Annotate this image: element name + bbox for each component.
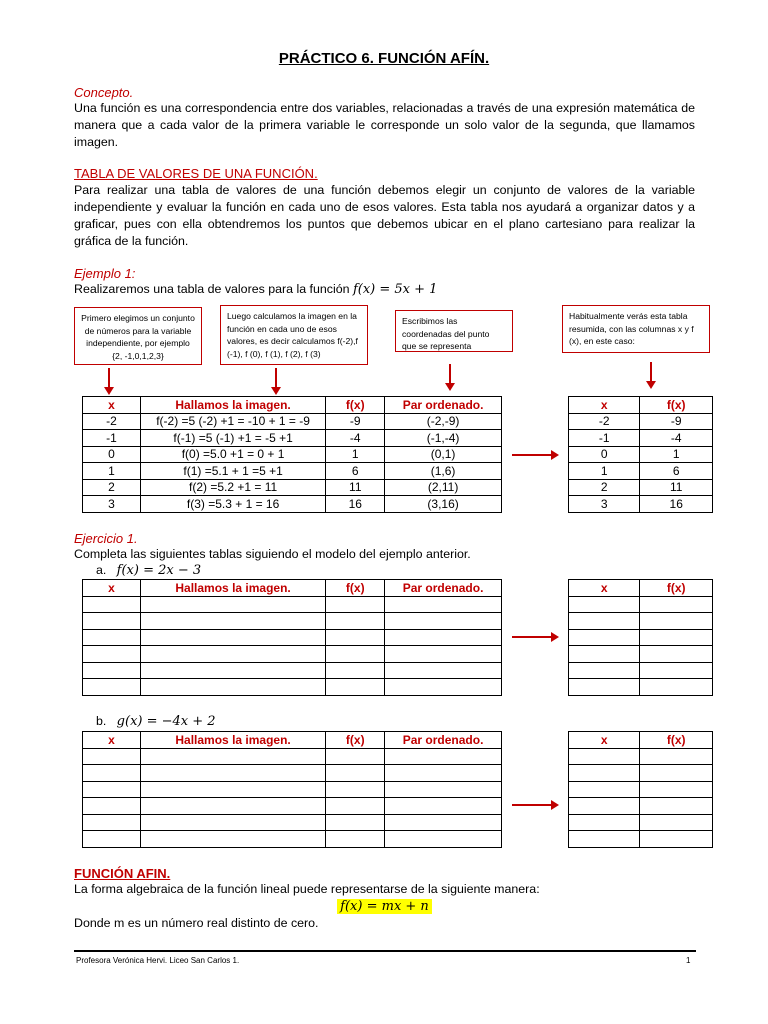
concepto-text: Una función es una correspondencia entre dos variables, relacionadas a través de una expresión matemática de manera que a cada valor de la primera variable le corresponde un solo valor de la segunda, que llamamos imagen. — [74, 101, 695, 149]
table-row[interactable] — [569, 765, 713, 782]
callout-choose-values: Primero elegimos un conjunto de números para la variable independiente, por ejemplo {2, -1,0,1,2,3} — [74, 307, 202, 365]
table-row — [83, 413, 502, 430]
table-row[interactable] — [569, 781, 713, 798]
table-row[interactable] — [569, 662, 713, 679]
ejemplo1-intro: Realizaremos una tabla de valores para la función — [74, 282, 350, 296]
table-row[interactable] — [569, 629, 713, 646]
cell: -4 — [640, 430, 713, 447]
callout-summary-table: Habitualmente verás esta tabla resumida, con las columnas x y f (x), en este caso: — [562, 305, 710, 353]
cell: f(3) =5.3 + 1 = 16 — [140, 496, 326, 513]
table-row[interactable] — [83, 662, 502, 679]
table-row — [569, 430, 713, 447]
table-row[interactable] — [83, 765, 502, 782]
header-hallamos: Hallamos la imagen. — [140, 732, 326, 749]
ejercicio1-a-table — [82, 579, 502, 696]
table-row[interactable] — [83, 814, 502, 831]
table-header-row — [569, 580, 713, 597]
cell: -2 — [83, 413, 141, 430]
table-row — [83, 463, 502, 480]
arrow-right-icon — [512, 804, 552, 806]
header-x: x — [569, 397, 640, 414]
ejercicio1-a-label: a. — [96, 563, 107, 577]
header-x: x — [83, 732, 141, 749]
table-row — [569, 463, 713, 480]
cell: 2 — [83, 479, 141, 496]
header-fx: f(x) — [640, 580, 713, 597]
funcion-afin-formula-line — [74, 898, 695, 915]
cell: -2 — [569, 413, 640, 430]
cell: 1 — [569, 463, 640, 480]
tabla-valores-heading: TABLA DE VALORES DE UNA FUNCIÓN. — [74, 166, 318, 181]
ejercicio1-intro: Completa las siguientes tablas siguiendo el modelo del ejemplo anterior. — [74, 547, 471, 561]
callout-compute-image: Luego calculamos la imagen en la función en cada uno de esos valores, es decir calculamos f(-2),f (-1), f (0), f (1), f (2), f (3) — [220, 305, 368, 365]
ejercicio1-b-formula: g(x) = −4x + 2 — [116, 714, 216, 729]
cell: 3 — [569, 496, 640, 513]
table-row — [83, 479, 502, 496]
table-header-row — [569, 397, 713, 414]
ejercicio1-b-label: b. — [96, 714, 107, 728]
cell: (-2,-9) — [385, 413, 502, 430]
arrow-down-icon — [275, 368, 277, 388]
funcion-afin-formula: f(x) = mx + n — [337, 899, 432, 914]
funcion-afin-text: La forma algebraica de la función lineal puede representarse de la siguiente manera: — [74, 882, 540, 896]
header-x: x — [569, 732, 640, 749]
table-row[interactable] — [569, 596, 713, 613]
cell: 0 — [83, 446, 141, 463]
table-row — [569, 479, 713, 496]
header-par: Par ordenado. — [385, 732, 502, 749]
cell: (2,11) — [385, 479, 502, 496]
cell: f(1) =5.1 + 1 =5 +1 — [140, 463, 326, 480]
callout-coordinates: Escribimos las coordenadas del punto que se representa — [395, 310, 513, 352]
cell: -9 — [640, 413, 713, 430]
arrow-down-icon — [108, 368, 110, 388]
cell: 6 — [326, 463, 385, 480]
table-row[interactable] — [83, 831, 502, 848]
table-row[interactable] — [83, 596, 502, 613]
cell: f(-1) =5 (-1) +1 = -5 +1 — [140, 430, 326, 447]
cell: 0 — [569, 446, 640, 463]
table-row[interactable] — [83, 781, 502, 798]
ejercicio1-a-summary-table — [568, 579, 713, 696]
footer-author: Profesora Verónica Hervi. Liceo San Carlos 1. — [76, 956, 240, 965]
table-header-row — [83, 732, 502, 749]
funcion-afin-heading: FUNCIÓN AFIN. — [74, 866, 171, 881]
cell: 11 — [326, 479, 385, 496]
table-row — [569, 496, 713, 513]
table-row[interactable] — [569, 613, 713, 630]
header-x: x — [83, 580, 141, 597]
cell: 1 — [83, 463, 141, 480]
footer-divider — [74, 950, 696, 952]
ejercicio1-heading: Ejercicio 1. — [74, 531, 138, 546]
cell: -1 — [569, 430, 640, 447]
arrow-down-icon — [449, 364, 451, 384]
funcion-afin-note: Donde m es un número real distinto de cero. — [74, 916, 319, 930]
concepto-heading: Concepto. — [74, 85, 134, 100]
table-row[interactable] — [83, 748, 502, 765]
cell: (0,1) — [385, 446, 502, 463]
cell: 2 — [569, 479, 640, 496]
tabla-valores-text: Para realizar una tabla de valores de una función debemos elegir un conjunto de valores de la variable independiente y evaluar la función en cada uno de esos valores. Esta tabla nos ayudará a organizar datos y a graficar, pues con ella obtendremos los puntos que debemos ubicar en el plano cartesiano para realizar la gráfica de la función. — [74, 183, 695, 248]
ejercicio1-b-line — [96, 713, 396, 730]
header-fx: f(x) — [640, 397, 713, 414]
cell: (-1,-4) — [385, 430, 502, 447]
cell: f(2) =5.2 +1 = 11 — [140, 479, 326, 496]
header-fx: f(x) — [326, 732, 385, 749]
table-row — [83, 430, 502, 447]
header-hallamos: Hallamos la imagen. — [140, 580, 326, 597]
table-row[interactable] — [569, 646, 713, 663]
header-fx: f(x) — [326, 397, 385, 414]
page-title: PRÁCTICO 6. FUNCIÓN AFÍN. — [278, 50, 490, 67]
header-fx: f(x) — [326, 580, 385, 597]
cell: -9 — [326, 413, 385, 430]
table-row[interactable] — [83, 646, 502, 663]
table-header-row — [83, 397, 502, 414]
cell: (1,6) — [385, 463, 502, 480]
ejercicio1-b-summary-table — [568, 731, 713, 848]
table-row[interactable] — [569, 831, 713, 848]
cell: -4 — [326, 430, 385, 447]
table-row — [83, 496, 502, 513]
header-x: x — [83, 397, 141, 414]
table-row[interactable] — [569, 679, 713, 696]
ejemplo1-intro-line — [74, 281, 695, 298]
cell: 16 — [640, 496, 713, 513]
footer-page-number: 1 — [686, 956, 691, 965]
cell: 11 — [640, 479, 713, 496]
table-row[interactable] — [83, 679, 502, 696]
cell: 1 — [326, 446, 385, 463]
ejercicio1-a-line — [96, 562, 396, 579]
ejemplo1-formula: f(x) = 5x + 1 — [352, 282, 438, 297]
table-row — [83, 446, 502, 463]
ejemplo1-heading: Ejemplo 1: — [74, 266, 136, 281]
header-x: x — [569, 580, 640, 597]
table-row[interactable] — [569, 798, 713, 815]
cell: (3,16) — [385, 496, 502, 513]
arrow-down-icon — [650, 362, 652, 382]
table-row[interactable] — [569, 814, 713, 831]
cell: 6 — [640, 463, 713, 480]
arrow-right-icon — [512, 636, 552, 638]
cell: 3 — [83, 496, 141, 513]
header-hallamos: Hallamos la imagen. — [140, 397, 326, 414]
table-header-row — [83, 580, 502, 597]
table-row[interactable] — [569, 748, 713, 765]
ejemplo1-values-table — [82, 396, 502, 513]
header-par: Par ordenado. — [385, 580, 502, 597]
ejemplo1-summary-table — [568, 396, 713, 513]
header-fx: f(x) — [640, 732, 713, 749]
cell: f(-2) =5 (-2) +1 = -10 + 1 = -9 — [140, 413, 326, 430]
cell: 16 — [326, 496, 385, 513]
ejercicio1-a-formula: f(x) = 2x − 3 — [116, 563, 202, 578]
cell: 1 — [640, 446, 713, 463]
table-row[interactable] — [83, 798, 502, 815]
cell: f(0) =5.0 +1 = 0 + 1 — [140, 446, 326, 463]
table-row — [569, 413, 713, 430]
header-par: Par ordenado. — [385, 397, 502, 414]
table-row — [569, 446, 713, 463]
ejercicio1-b-table — [82, 731, 502, 848]
cell: -1 — [83, 430, 141, 447]
table-header-row — [569, 732, 713, 749]
table-row[interactable] — [83, 613, 502, 630]
arrow-right-icon — [512, 454, 552, 456]
table-row[interactable] — [83, 629, 502, 646]
